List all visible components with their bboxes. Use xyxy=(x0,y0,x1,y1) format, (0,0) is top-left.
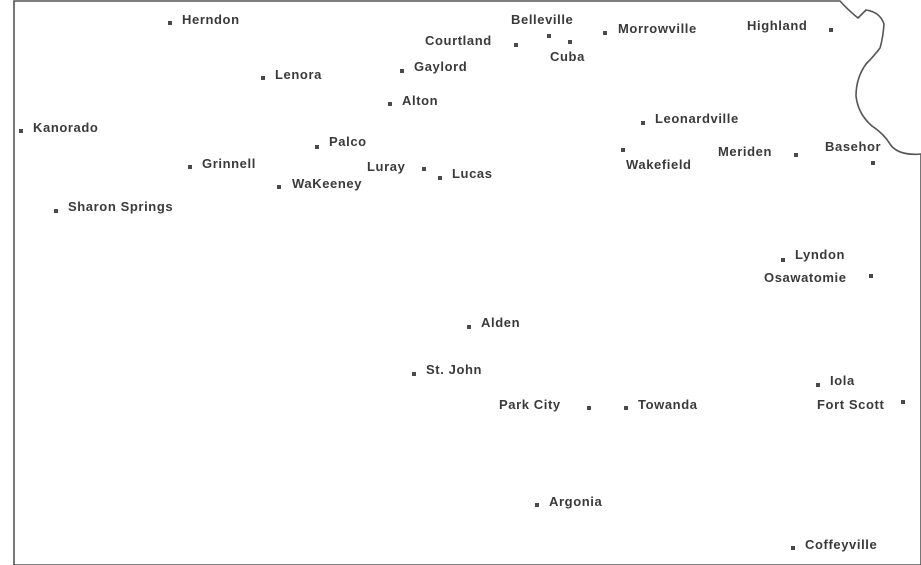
town-marker-fort-scott xyxy=(901,400,905,404)
town-marker-lenora xyxy=(261,76,265,80)
town-label-st-john: St. John xyxy=(426,362,483,377)
town-label-courtland: Courtland xyxy=(425,33,492,48)
town-marker-morrowville xyxy=(603,31,607,35)
town-label-park-city: Park City xyxy=(499,397,561,412)
town-label-wakefield: Wakefield xyxy=(626,157,692,172)
town-marker-leonardville xyxy=(641,121,645,125)
town-label-kanorado: Kanorado xyxy=(33,120,99,135)
town-label-grinnell: Grinnell xyxy=(202,156,256,171)
town-marker-herndon xyxy=(168,21,172,25)
town-marker-coffeyville xyxy=(791,546,795,550)
town-label-sharon-springs: Sharon Springs xyxy=(68,199,174,214)
town-marker-osawatomie xyxy=(869,274,873,278)
town-label-wakeeney: WaKeeney xyxy=(292,176,363,191)
town-label-osawatomie: Osawatomie xyxy=(764,270,847,285)
town-marker-wakefield xyxy=(621,148,625,152)
town-marker-grinnell xyxy=(188,165,192,169)
town-label-lucas: Lucas xyxy=(452,166,493,181)
town-marker-iola xyxy=(816,383,820,387)
town-marker-alden xyxy=(467,325,471,329)
town-marker-st-john xyxy=(412,372,416,376)
town-label-gaylord: Gaylord xyxy=(414,59,468,74)
town-label-alton: Alton xyxy=(402,93,439,108)
town-label-belleville: Belleville xyxy=(511,12,574,27)
town-label-basehor: Basehor xyxy=(825,139,882,154)
town-label-palco: Palco xyxy=(329,134,367,149)
town-marker-meriden xyxy=(794,153,798,157)
town-label-leonardville: Leonardville xyxy=(655,111,739,126)
town-marker-luray xyxy=(422,167,426,171)
town-label-argonia: Argonia xyxy=(549,494,603,509)
town-marker-palco xyxy=(315,145,319,149)
town-marker-courtland xyxy=(514,43,518,47)
town-marker-park-city xyxy=(587,406,591,410)
town-marker-wakeeney xyxy=(277,185,281,189)
town-marker-cuba xyxy=(568,40,572,44)
town-label-alden: Alden xyxy=(481,315,521,330)
town-marker-belleville xyxy=(547,34,551,38)
town-label-coffeyville: Coffeyville xyxy=(805,537,878,552)
town-marker-gaylord xyxy=(400,69,404,73)
town-marker-towanda xyxy=(624,406,628,410)
town-label-highland: Highland xyxy=(747,18,808,33)
town-label-fort-scott: Fort Scott xyxy=(817,397,885,412)
town-label-lyndon: Lyndon xyxy=(795,247,846,262)
town-label-herndon: Herndon xyxy=(182,12,240,27)
town-label-morrowville: Morrowville xyxy=(618,21,697,36)
town-label-iola: Iola xyxy=(830,373,855,388)
town-marker-highland xyxy=(829,28,833,32)
town-marker-argonia xyxy=(535,503,539,507)
town-label-meriden: Meriden xyxy=(718,144,773,159)
town-marker-basehor xyxy=(871,161,875,165)
town-marker-kanorado xyxy=(19,129,23,133)
town-marker-sharon-springs xyxy=(54,209,58,213)
town-marker-alton xyxy=(388,102,392,106)
town-marker-lyndon xyxy=(781,258,785,262)
town-label-towanda: Towanda xyxy=(638,397,698,412)
town-label-luray: Luray xyxy=(367,159,406,174)
town-label-cuba: Cuba xyxy=(550,49,585,64)
town-marker-lucas xyxy=(438,176,442,180)
town-label-lenora: Lenora xyxy=(275,67,322,82)
